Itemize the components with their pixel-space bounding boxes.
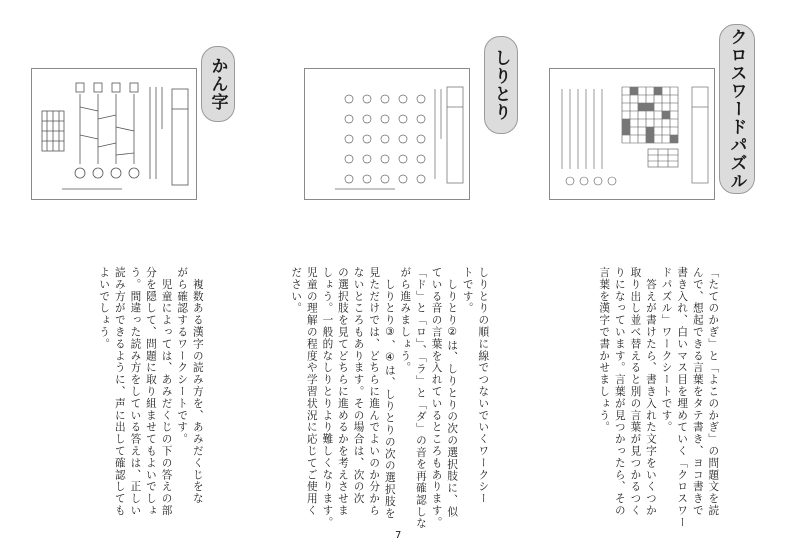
crossword-text-line: りになっています。言葉が見つかったら、その [613, 266, 626, 517]
kanji-description [80, 248, 220, 517]
shiritori-text-line: しりとり③、④は、しりとりの次の選択肢を [383, 266, 396, 520]
shiritori-text-line: ないところもあります。その場合は、次の次 [352, 266, 365, 505]
crossword-text-line: 書き入れ、白いマス目を埋めていく「クロスワー [676, 266, 689, 529]
kanji-amidakuji-diagram [32, 69, 196, 199]
crossword-text-line: んで、想起できる言葉をタテ書き、ヨコ書きで [691, 266, 704, 517]
kanji-text-line: 複数ある漢字の読み方を、あみだくじをな [191, 266, 204, 505]
crossword-worksheet-thumbnail [549, 68, 715, 200]
shiritori-description [272, 248, 506, 530]
shiritori-text-line: しょう。一般的なしりとりより難しくなります。 [321, 266, 334, 529]
kanji-text-line: 分を隠して、問題に取り組ませてもよいでしょ [144, 266, 157, 517]
shiritori-text-line: トです。 [461, 266, 474, 315]
kanji-section-tag: かん字 [201, 46, 235, 122]
shiritori-text-line: ださい。 [290, 266, 303, 315]
shiritori-text-line: しりとり②は、しりとりの次の選択肢に、似 [446, 266, 459, 518]
crossword-grid [550, 69, 714, 199]
page-number: 7 [395, 530, 402, 541]
shiritori-worksheet-thumbnail [304, 68, 470, 200]
shiritori-text-line: 「ド」と「ロ」、「ラ」と「ダ」の音を再確認しな [414, 266, 427, 530]
kanji-text-line: う。間違った読み方をしている答えは、正しい [129, 266, 142, 517]
crossword-text-line: 取り出し並べ替えると別の言葉が見つかるつく [629, 266, 642, 517]
kanji-worksheet-thumbnail [31, 68, 197, 200]
shiritori-text-line: の選択肢を見てどちらに進めるかを考えさせま [336, 266, 349, 517]
crossword-text-line: 言葉を漢字で書かせましょう。 [598, 266, 611, 434]
kanji-text-line: 読み方ができるように、声に出して確認しても [113, 266, 126, 517]
kanji-text-line: よいでしょう。 [98, 266, 111, 350]
crossword-description [580, 248, 736, 529]
shiritori-text-line: 見ただけでは、どちらに進んでよいのか分から [368, 266, 381, 517]
crossword-text-line: 「たてのかぎ」と「よこのかぎ」の問題文を読 [707, 266, 720, 517]
shiritori-picture-grid [305, 69, 469, 199]
shiritori-text-line: がら進みましょう。 [399, 266, 412, 374]
shiritori-section-tag: しりとり [484, 36, 518, 134]
crossword-text-line: ドパズル」ワークシートです。 [660, 266, 673, 434]
shiritori-text-line: しりとりの順に線でつないでいくワークシー [477, 266, 490, 505]
crossword-text-line: 答えが書けたら、書き入れた文字をいくつか [644, 266, 657, 517]
kanji-text-line: がら確認するワークシートです。 [176, 266, 189, 446]
shiritori-text-line: ている音の言葉を入れているところもあります。 [430, 266, 443, 529]
shiritori-text-line: 児童の理解の程度や学習状況に応じてご使用く [305, 266, 318, 517]
kanji-text-line: 児童によっては、あみだくじの下の答えの部 [160, 266, 173, 517]
crossword-section-tag: クロスワードパズル [719, 24, 755, 194]
